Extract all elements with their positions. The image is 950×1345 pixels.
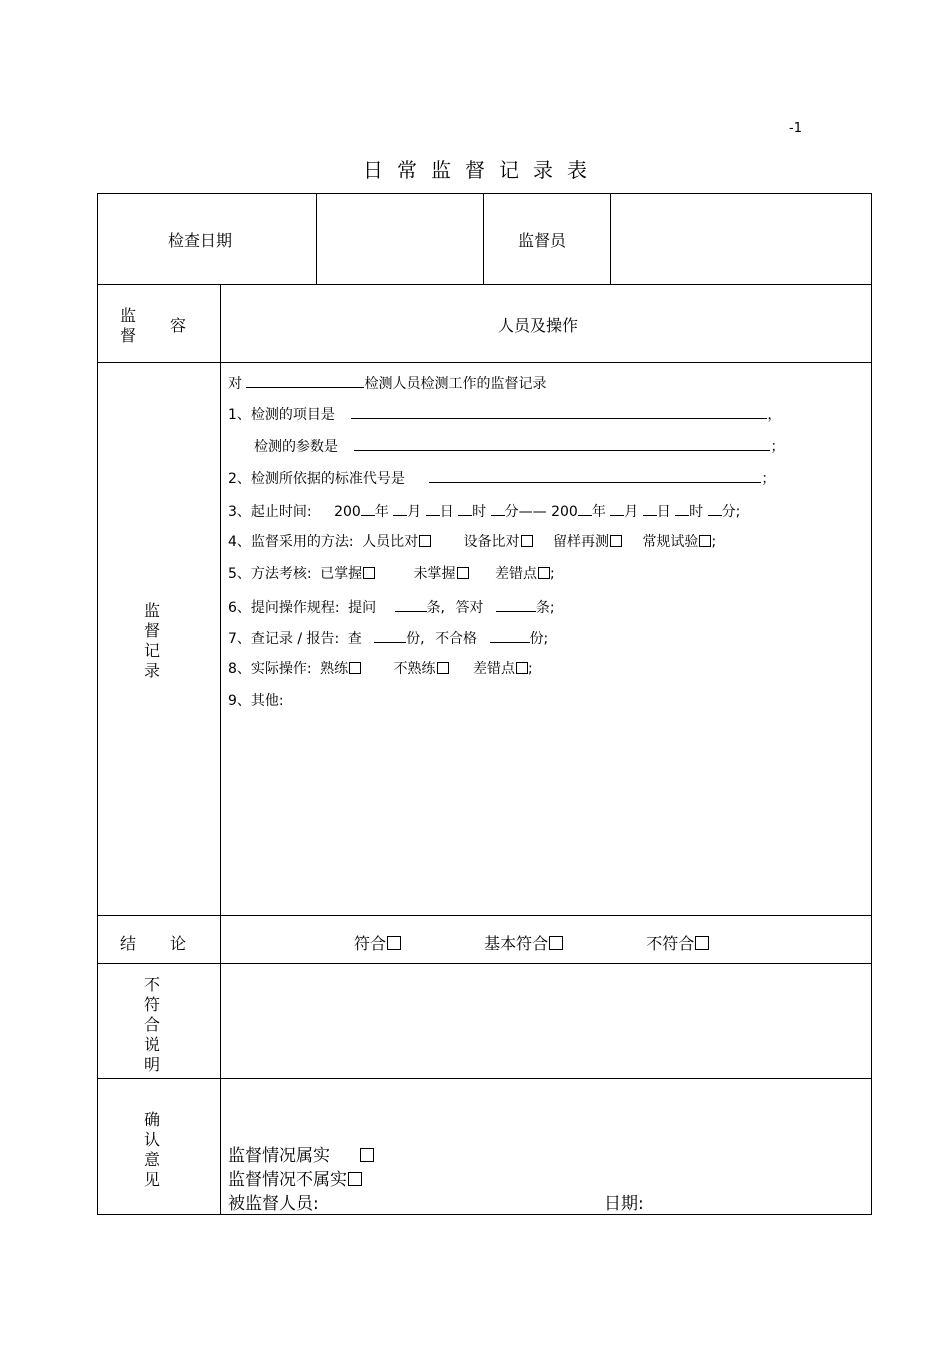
checkbox-method-errors[interactable] — [538, 567, 550, 579]
content-label-3: 容 — [170, 316, 187, 335]
test-parameter-blank[interactable] — [354, 436, 770, 451]
confirm-true-line: 监督情况属实 — [228, 1145, 374, 1167]
record-item-5: 5、方法考核: 已掌握 未掌握 差错点 ; — [228, 566, 555, 582]
page-title: 日常监督记录表 — [363, 158, 601, 182]
checkbox-proficient[interactable] — [349, 662, 361, 674]
inspection-date-label: 检查日期 — [168, 231, 233, 250]
confirm-false-line: 监督情况不属实 — [228, 1169, 362, 1191]
inspector-name-blank[interactable] — [246, 373, 364, 388]
checkbox-supervision-false[interactable] — [348, 1172, 362, 1186]
records-failed-blank[interactable] — [490, 628, 530, 643]
content-label-2: 督 — [120, 326, 137, 345]
record-intro: 对 检测人员检测工作的监督记录 — [228, 373, 546, 393]
checkbox-routine-test[interactable] — [699, 535, 711, 547]
nonconformity-label: 不 符 合 说 明 — [143, 975, 160, 1074]
record-item-6: 6、提问操作规程: 提问 条, 答对 条; — [228, 597, 555, 617]
checkbox-basically-conform[interactable] — [549, 936, 563, 950]
record-item-1: 1、检测的项目是 ， — [228, 404, 781, 424]
nonconformity-field[interactable] — [222, 965, 870, 1077]
questions-correct-blank[interactable] — [496, 597, 536, 612]
checkbox-retest[interactable] — [610, 535, 622, 547]
checkbox-not-proficient[interactable] — [437, 662, 449, 674]
record-item-4: 4、监督采用的方法: 人员比对 设备比对 留样再测 常规试验 ; — [228, 534, 717, 550]
content-label-1: 监 — [120, 306, 137, 325]
record-label: 监 督 记 录 — [143, 601, 160, 680]
record-item-8: 8、实际操作: 熟练 不熟练 差错点 ; — [228, 661, 533, 677]
test-item-blank[interactable] — [351, 404, 767, 419]
supervised-person-label: 被监督人员: — [228, 1194, 319, 1214]
checkbox-nonconform[interactable] — [695, 936, 709, 950]
checkbox-equipment-compare[interactable] — [521, 535, 533, 547]
checkbox-supervision-true[interactable] — [360, 1148, 374, 1162]
questions-asked-blank[interactable] — [395, 597, 427, 612]
record-item-2: 2、检测所依据的标准代号是 ； — [228, 468, 775, 488]
supervisor-label: 监督员 — [518, 231, 567, 250]
records-checked-blank[interactable] — [374, 628, 406, 643]
checkbox-not-mastered[interactable] — [457, 567, 469, 579]
checkbox-conform[interactable] — [387, 936, 401, 950]
confirm-date-label: 日期: — [604, 1194, 644, 1214]
confirmation-label: 确 认 意 见 — [143, 1110, 160, 1189]
record-item-9: 9、其他: — [228, 693, 284, 709]
checkbox-personnel-compare[interactable] — [419, 535, 431, 547]
record-item-3: 3、起止时间: 200 年 月 日 时 分—— 200 年 月 日 时 分; — [228, 501, 740, 521]
standard-code-blank[interactable] — [429, 468, 761, 483]
record-item-1b: 检测的参数是 ； — [254, 436, 784, 456]
checkbox-mastered[interactable] — [363, 567, 375, 579]
page-number: -1 — [789, 121, 802, 136]
content-value: 人员及操作 — [498, 316, 579, 335]
checkbox-operation-errors[interactable] — [516, 662, 528, 674]
record-item-7: 7、查记录 / 报告: 查 份, 不合格 份; — [228, 628, 548, 648]
conclusion-options: 符合 基本符合 不符合 — [354, 931, 709, 954]
conclusion-label-1: 结 — [120, 934, 137, 953]
conclusion-label-2: 论 — [170, 934, 187, 953]
